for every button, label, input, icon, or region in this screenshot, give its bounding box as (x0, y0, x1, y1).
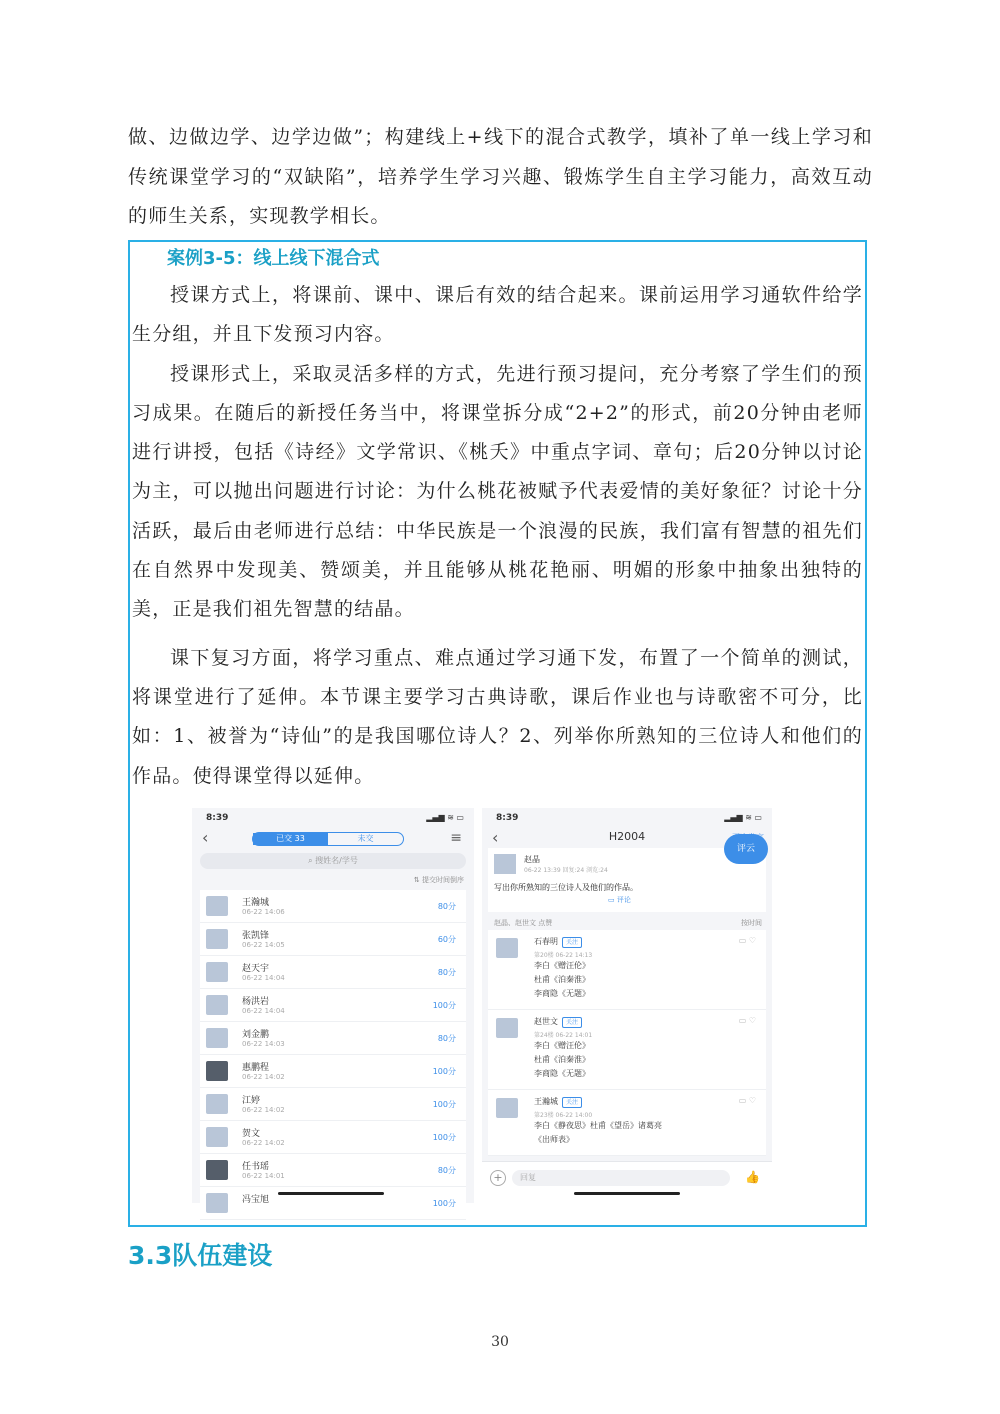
signal-icon: ▂▄▆ ≋ ▭ (724, 813, 762, 822)
student-name: 任书瑶 (242, 1162, 270, 1172)
reply-line: 《出师表》 (534, 1135, 574, 1144)
submission-tabs[interactable] (252, 832, 404, 846)
page-number: 30 (491, 1334, 509, 1350)
reply-item (488, 1090, 766, 1156)
back-arrow-icon[interactable]: ‹ (492, 828, 499, 847)
list-item[interactable] (200, 989, 466, 1022)
reply-input-bar (482, 1161, 772, 1203)
student-name: 冯宝旭 (242, 1195, 270, 1205)
case-paragraph-2: 授课形式上，采取灵活多样的方式，先进行预习提问，充分考察了学生们的预习成果。在随后的新授任务当中，将课堂拆分成“2+2”的形式，前20分钟由老师进行讲授，包括《诗经》文学常识、《桃夭》中重点字词、章句；后20分钟以讨论为主，可以抛出问题进行讨论：为什么桃花被赋予代表爱情的美好象征？讨论十分活跃，最后由老师进行总结：中华民族是一个浪漫的民族，我们富有智慧的祖先们在自然界中发现美、赞颂美，并且能够从桃花艳丽、明媚的形象中抽象出独特的美，正是我们祖先智慧的结晶。 (132, 362, 863, 621)
list-item[interactable] (200, 1154, 466, 1187)
submit-time: 06-22 14:02 (242, 1073, 285, 1081)
avatar (206, 1028, 228, 1048)
sort-toggle[interactable]: ⇅ 提交时间倒序 (413, 876, 464, 884)
submit-time: 06-22 14:06 (242, 908, 285, 916)
submit-time: 06-22 14:01 (242, 1172, 285, 1180)
phone-screenshot-discussion (482, 808, 772, 1203)
score: 100分 (432, 1133, 456, 1142)
submit-time: 06-22 14:05 (242, 941, 285, 949)
reply-author (534, 936, 766, 948)
follow-badge[interactable]: 关注 (562, 1017, 582, 1028)
topic-question: 写出你所熟知的三位诗人及他们的作品。 (494, 883, 638, 892)
search-placeholder: 搜姓名/学号 (315, 856, 358, 865)
submit-time: 06-22 14:04 (242, 974, 285, 982)
topic-author: 赵晶 (524, 855, 540, 864)
follow-badge[interactable]: 关注 (562, 937, 582, 948)
student-name: 江婷 (242, 1096, 261, 1106)
reply-meta: 第23楼 06-22 14:00 (534, 1112, 593, 1119)
status-time: 8:39 (206, 813, 229, 823)
avatar (206, 1127, 228, 1147)
reply-item (488, 1010, 766, 1090)
submit-time: 06-22 14:02 (242, 1139, 285, 1147)
home-indicator (574, 1192, 680, 1195)
page-title: H2004 (608, 830, 646, 843)
plus-icon[interactable]: + (490, 1170, 506, 1186)
reply-line: 李商隐《无题》 (534, 989, 590, 998)
avatar (494, 854, 516, 874)
back-arrow-icon[interactable]: ‹ (202, 828, 209, 847)
avatar (206, 962, 228, 982)
thumbs-up-icon[interactable]: 👍 (745, 1170, 760, 1184)
avatar (206, 1160, 228, 1180)
reply-line: 李白《赠汪伦》 (534, 1041, 590, 1050)
reply-line: 杜甫《泊秦淮》 (534, 975, 590, 984)
avatar (496, 1018, 518, 1038)
score: 100分 (432, 1001, 456, 1010)
submit-time: 06-22 14:02 (242, 1106, 285, 1114)
avatar (206, 896, 228, 916)
reply-line: 李白《静夜思》杜甫《望岳》诸葛亮 (534, 1121, 662, 1130)
reply-line: 杜甫《泊秦淮》 (534, 1055, 590, 1064)
tab-submitted[interactable]: 已交 33 (253, 833, 328, 845)
avatar (206, 929, 228, 949)
likes-summary: 赵晶、赵世文 点赞 (494, 919, 553, 927)
case-paragraph-1: 授课方式上，将课前、课中、课后有效的结合起来。课前运用学习通软件给学生分组，并且下发预习内容。 (132, 284, 863, 346)
score: 100分 (432, 1100, 456, 1109)
student-name: 贺文 (242, 1129, 261, 1139)
section-heading: 3.3队伍建设 (128, 1241, 273, 1270)
score: 80分 (437, 1034, 456, 1043)
score: 60分 (437, 935, 456, 944)
reply-meta: 第20楼 06-22 14:13 (534, 952, 593, 959)
score: 80分 (437, 902, 456, 911)
list-item[interactable] (200, 1088, 466, 1121)
list-item[interactable] (200, 890, 466, 923)
case-paragraph-3: 课下复习方面，将学习重点、难点通过学习通下发，布置了一个简单的测试，将课堂进行了延伸。本节课主要学习古典诗歌，课后作业也与诗歌密不可分，比如：1、被誉为“诗仙”的是我国哪位诗人？2、列举你所熟知的三位诗人和他们的作品。使得课堂得以延伸。 (132, 646, 863, 787)
reply-like-icon[interactable]: ▭ ♡ (738, 936, 756, 945)
floating-action-button[interactable]: 评云 (724, 834, 768, 864)
avatar (206, 1193, 228, 1213)
reply-author (534, 1096, 766, 1108)
order-toggle[interactable]: 按时间 (741, 919, 762, 927)
follow-badge[interactable]: 关注 (562, 1097, 582, 1108)
student-name: 王瀚城 (242, 898, 270, 908)
reply-author-name: 赵世文 (534, 1017, 558, 1026)
reply-meta: 第24楼 06-22 14:01 (534, 1032, 593, 1039)
student-name: 惠鹏程 (242, 1063, 270, 1073)
student-name: 赵天宇 (242, 964, 270, 974)
status-time: 8:39 (496, 813, 519, 823)
reply-like-icon[interactable]: ▭ ♡ (738, 1016, 756, 1025)
submit-time: 06-22 14:04 (242, 1007, 285, 1015)
menu-icon[interactable]: ≡ (450, 830, 462, 846)
reply-like-icon[interactable]: ▭ ♡ (738, 1096, 756, 1105)
reply-input[interactable]: 回复 (512, 1170, 730, 1186)
reply-author-name: 石春明 (534, 937, 558, 946)
discussion-topic (488, 848, 766, 912)
search-input[interactable]: ⌕ 搜姓名/学号 (200, 853, 466, 869)
list-item[interactable] (200, 956, 466, 989)
reply-author-name: 王瀚城 (534, 1097, 558, 1106)
comment-link[interactable]: ▭ 评论 (608, 896, 631, 904)
submit-time: 06-22 14:03 (242, 1040, 285, 1048)
list-item[interactable] (200, 1121, 466, 1154)
tab-pending[interactable]: 未交 (357, 834, 374, 843)
avatar (206, 1061, 228, 1081)
list-item[interactable] (200, 1055, 466, 1088)
avatar (496, 1098, 518, 1118)
reply-list (488, 930, 766, 1156)
score: 100分 (432, 1199, 456, 1208)
topic-meta: 06-22 13:39 回复:24 浏览:24 (524, 867, 608, 874)
list-item[interactable] (200, 1022, 466, 1055)
reply-line: 李白《赠汪伦》 (534, 961, 590, 970)
avatar (496, 938, 518, 958)
phone-screenshot-roster (192, 808, 474, 1208)
reply-item (488, 930, 766, 1010)
case-title: 案例3-5：线上线下混合式 (167, 248, 380, 269)
signal-icon: ▂▄▆ ≋ ▭ (426, 813, 464, 822)
comment-label: 评论 (616, 896, 631, 904)
list-item[interactable] (200, 923, 466, 956)
student-name: 刘金鹏 (242, 1030, 270, 1040)
home-indicator (278, 1192, 384, 1195)
student-list (200, 890, 466, 1220)
avatar (206, 995, 228, 1015)
student-name: 张凯锋 (242, 931, 270, 941)
case-body (132, 276, 863, 796)
case-box (128, 240, 867, 1227)
student-name: 杨洪岩 (242, 997, 270, 1007)
sort-label: 提交时间倒序 (422, 876, 464, 884)
avatar (206, 1094, 228, 1114)
reply-line: 李商隐《无题》 (534, 1069, 590, 1078)
intro-paragraph: 做、边做边学、边学边做”；构建线上+线下的混合式教学，填补了单一线上学习和传统课堂学习的“双缺陷”，培养学生学习兴趣、锻炼学生自主学习能力，高效互动的师生关系，实现教学相长。 (128, 126, 873, 227)
score: 80分 (437, 1166, 456, 1175)
score: 80分 (437, 968, 456, 977)
reply-author (534, 1016, 766, 1028)
score: 100分 (432, 1067, 456, 1076)
